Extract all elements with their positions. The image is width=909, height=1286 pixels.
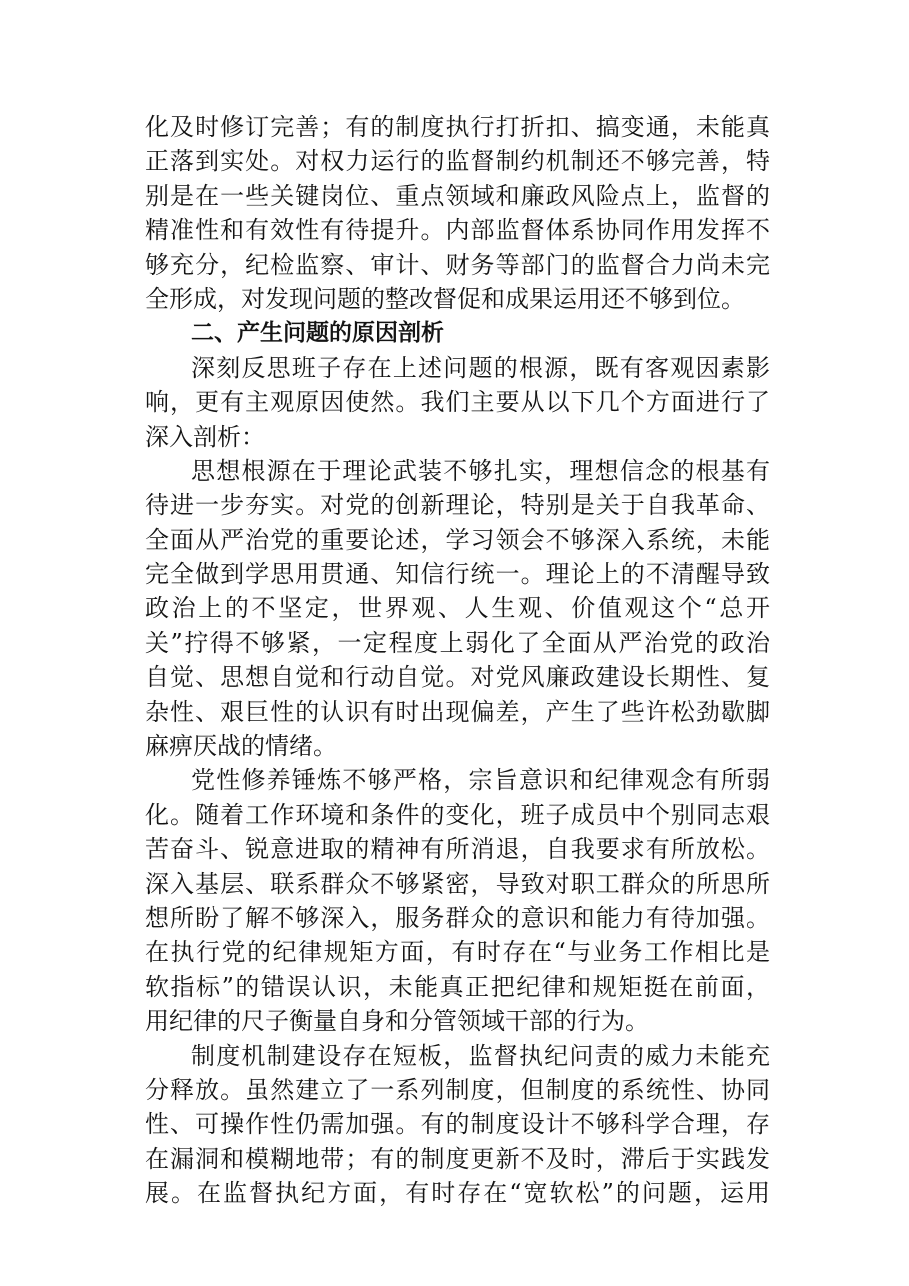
text-line: 软指标”的错误认识，未能真正把纪律和规矩挺在前面， bbox=[145, 972, 770, 1001]
text-line: 正落到实处。对权力运行的监督制约机制还不够完善，特 bbox=[145, 147, 770, 176]
text-line: 思想根源在于理论武装不够扎实，理想信念的根基有 bbox=[191, 456, 770, 485]
section-heading: 二、产生问题的原因剖析 bbox=[191, 320, 444, 347]
text-line: 深入剖析： bbox=[145, 422, 265, 451]
text-line: 苦奋斗、锐意进取的精神有所消退，自我要求有所放松。 bbox=[145, 835, 770, 864]
text-line: 党性修养锤炼不够严格，宗旨意识和纪律观念有所弱 bbox=[191, 766, 770, 795]
text-line: 全面从严治党的重要论述，学习领会不够深入系统，未能 bbox=[145, 525, 770, 554]
text-line: 政治上的不坚定，世界观、人生观、价值观这个“总开 bbox=[145, 594, 770, 623]
text-line: 性、可操作性仍需加强。有的制度设计不够科学合理，存 bbox=[145, 1110, 770, 1139]
paragraph-ideological-roots bbox=[145, 454, 770, 764]
text-line: 杂性、艰巨性的认识有时出现偏差，产生了些许松劲歇脚 bbox=[145, 697, 770, 726]
text-line: 制度机制建设存在短板，监督执纪问责的威力未能充 bbox=[191, 1041, 770, 1070]
paragraph-intro bbox=[145, 351, 770, 454]
text-line: 在执行党的纪律规矩方面，有时存在“与业务工作相比是 bbox=[145, 938, 770, 967]
text-line: 想所盼了解不够深入，服务群众的意识和能力有待加强。 bbox=[145, 903, 770, 932]
text-line: 化及时修订完善；有的制度执行打折扣、搞变通，未能真 bbox=[145, 113, 770, 141]
text-line: 展。在监督执纪方面，有时存在“宽软松”的问题，运用 bbox=[145, 1179, 770, 1208]
text-line: 精准性和有效性有待提升。内部监督体系协同作用发挥不 bbox=[145, 216, 770, 245]
paragraph-institutional-mechanism bbox=[145, 1039, 770, 1211]
text-line: 待进一步夯实。对党的创新理论，特别是关于自我革命、 bbox=[145, 491, 770, 520]
text-line: 全形成，对发现问题的整改督促和成果运用还不够到位。 bbox=[145, 284, 745, 313]
text-line: 化。随着工作环境和条件的变化，班子成员中个别同志艰 bbox=[145, 800, 770, 829]
text-line: 深刻反思班子存在上述问题的根源，既有客观因素影 bbox=[191, 353, 770, 382]
text-line: 关”拧得不够紧，一定程度上弱化了全面从严治党的政治 bbox=[145, 628, 770, 657]
paragraph-supervision-mechanism bbox=[145, 110, 770, 316]
text-line: 在漏洞和模糊地带；有的制度更新不及时，滞后于实践发 bbox=[145, 1144, 770, 1173]
paragraph-party-spirit bbox=[145, 763, 770, 1038]
text-line: 分释放。虽然建立了一系列制度，但制度的系统性、协同 bbox=[145, 1075, 770, 1104]
text-line: 够充分，纪检监察、审计、财务等部门的监督合力尚未完 bbox=[145, 250, 770, 279]
text-line: 自觉、思想自觉和行动自觉。对党风廉政建设长期性、复 bbox=[145, 663, 770, 692]
text-line: 用纪律的尺子衡量自身和分管领域干部的行为。 bbox=[145, 1007, 649, 1036]
text-line: 完全做到学思用贯通、知信行统一。理论上的不清醒导致 bbox=[145, 560, 770, 589]
text-line: 别是在一些关键岗位、重点领域和廉政风险点上，监督的 bbox=[145, 181, 770, 210]
text-line: 深入基层、联系群众不够紧密，导致对职工群众的所思所 bbox=[145, 869, 770, 898]
text-line: 麻痹厌战的情绪。 bbox=[145, 732, 337, 761]
document-page bbox=[145, 110, 770, 1211]
text-line: 响，更有主观原因使然。我们主要从以下几个方面进行了 bbox=[145, 388, 770, 417]
